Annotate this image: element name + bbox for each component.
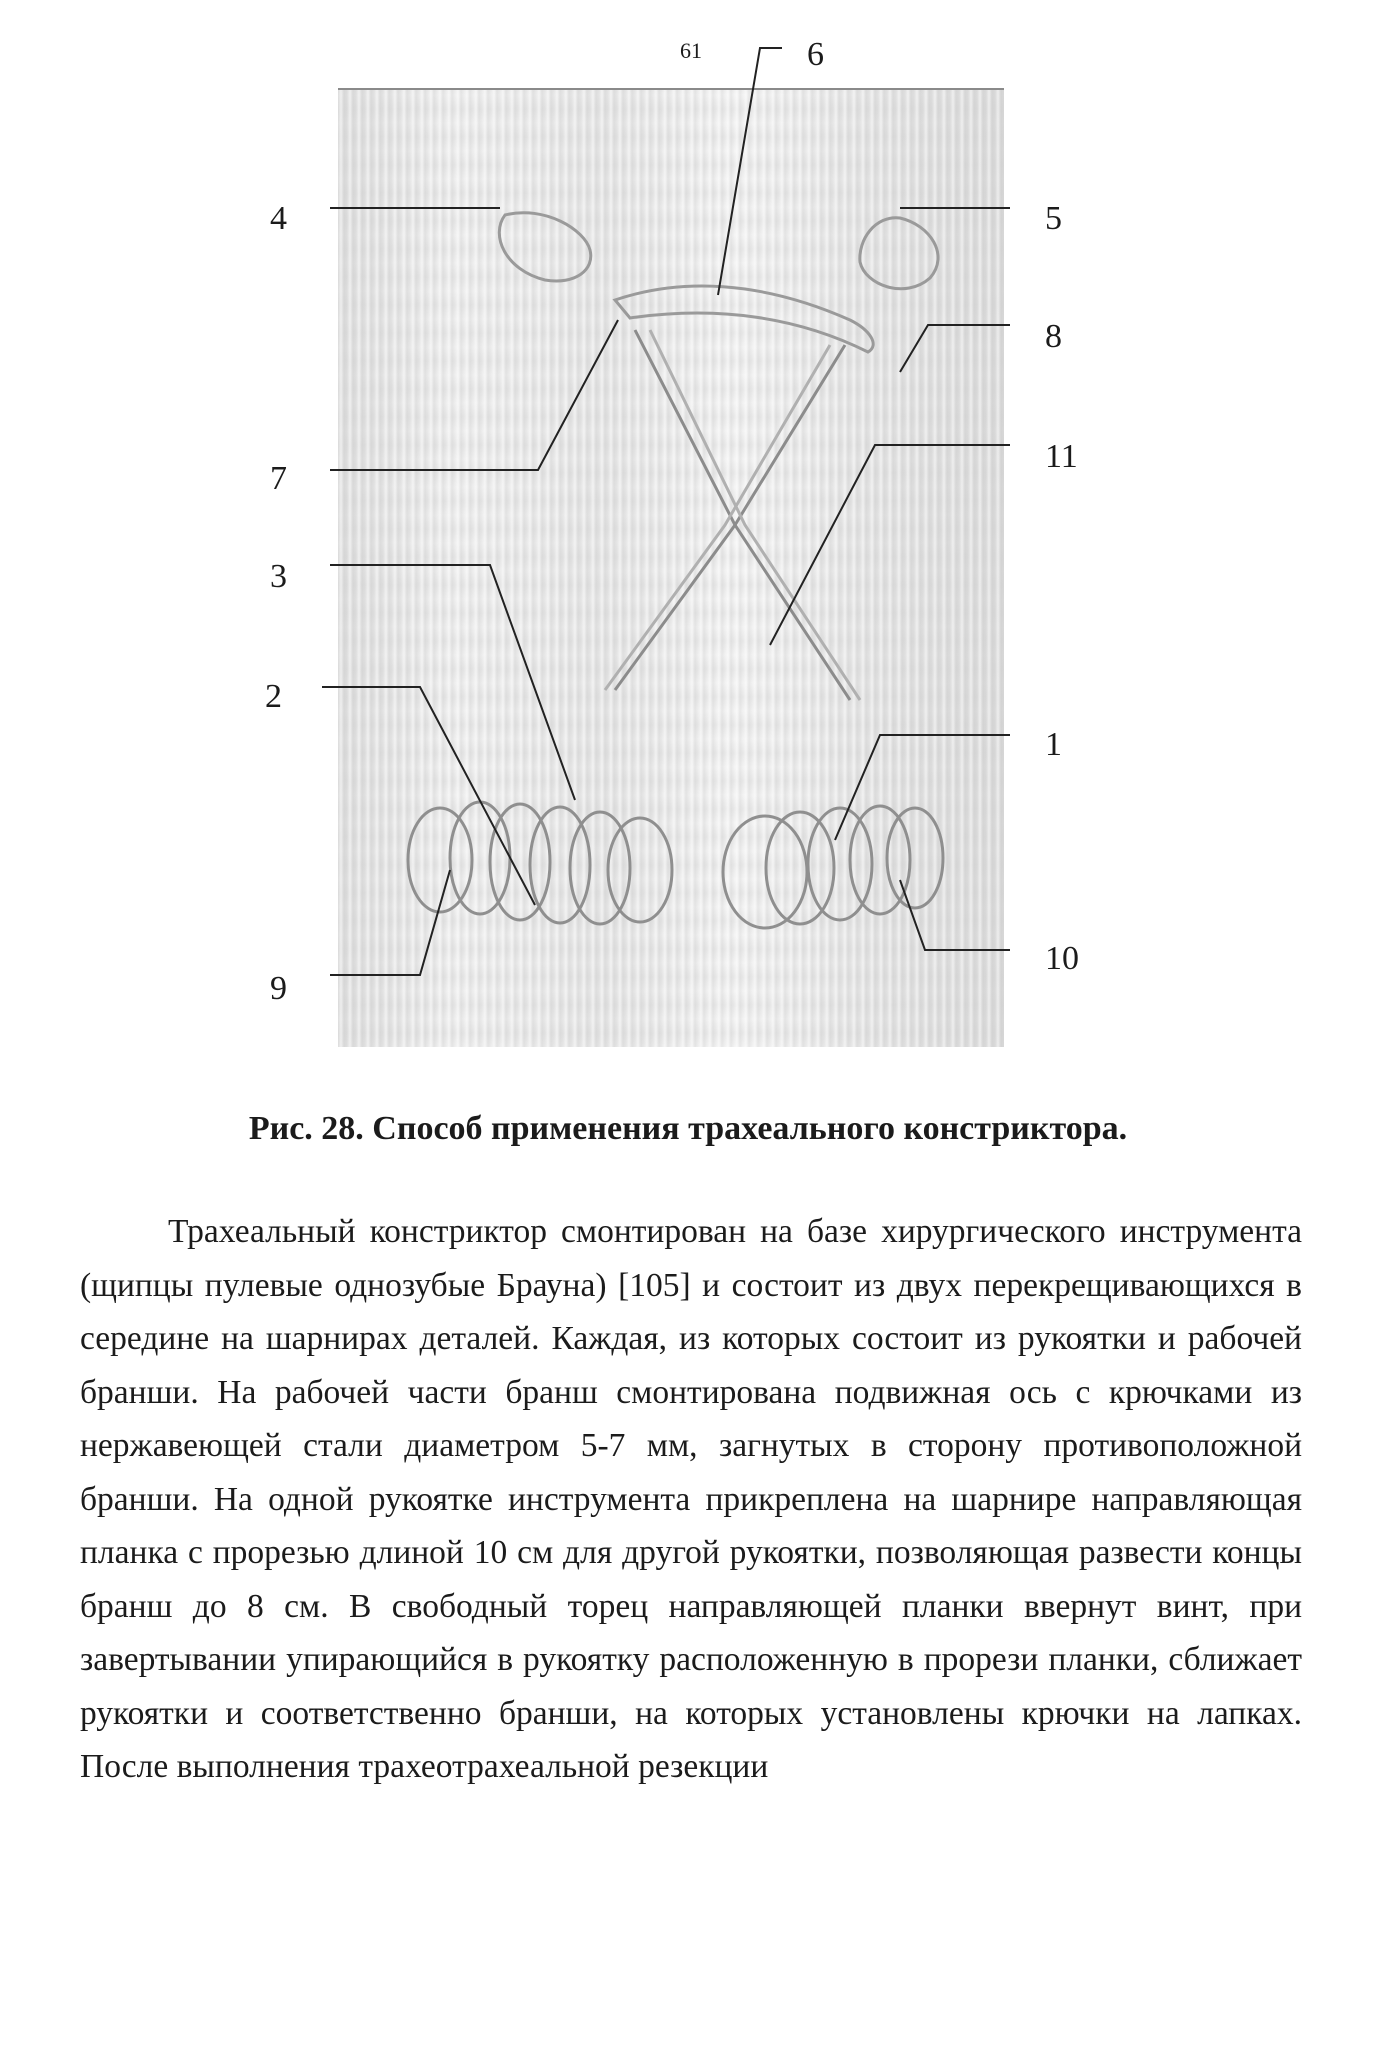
label-10: 10 (1045, 940, 1079, 977)
right-ring (860, 218, 938, 289)
label-1: 1 (1045, 726, 1062, 763)
label-2: 2 (265, 678, 282, 715)
label-5: 5 (1045, 200, 1062, 237)
leader-10 (900, 880, 1010, 950)
label-4: 4 (270, 200, 287, 237)
label-8: 8 (1045, 318, 1062, 355)
leader-9 (330, 870, 450, 975)
paragraph: Трахеальный констриктор смонтирован на базе хирургического инструмента (щипцы пулевые однозубые Брауна) [105] и состоит из двух перекрещивающихся в середине на шарнирах деталей. Каждая, из которых состоит из рукоятки и рабочей бранши. На рабочей части бранш смонтирована подвижная ось с крючками из нержавеющей стали диаметром 5-7 мм, загнутых в сторону противоположной бранши. На одной рукоятке инструмента прикреплена на шарнире направляющая планка с прорезью длиной 10 см для другой рукоятки, позволяющая развести концы бранш до 8 см. В свободный торец направляющей планки ввернут винт, при завертывании упирающийся в рукоятку расположенную в прорези планки, сближает рукоятки и соответственно бранши, на которых установлены крючки на лапках. После выполнения трахеотрахеальной резекции (80, 1213, 1302, 1785)
leader-3 (330, 565, 575, 800)
leader-2 (322, 687, 535, 905)
leader-11 (770, 445, 1010, 645)
left-ring (499, 213, 590, 281)
label-9: 9 (270, 970, 287, 1007)
page-number: 61 (680, 38, 702, 63)
leader-7 (330, 320, 618, 470)
body-text (80, 1205, 1302, 1794)
leader-8 (900, 325, 1010, 372)
ratchet-bar (615, 286, 873, 352)
leader-6 (718, 48, 782, 295)
figure-caption: Рис. 28. Способ применения трахеального констриктора. (248, 1110, 1128, 1147)
label-7: 7 (270, 460, 287, 497)
label-3: 3 (270, 558, 287, 595)
label-11: 11 (1045, 438, 1078, 475)
left-trachea-ring (408, 808, 472, 912)
label-6: 6 (807, 36, 824, 73)
